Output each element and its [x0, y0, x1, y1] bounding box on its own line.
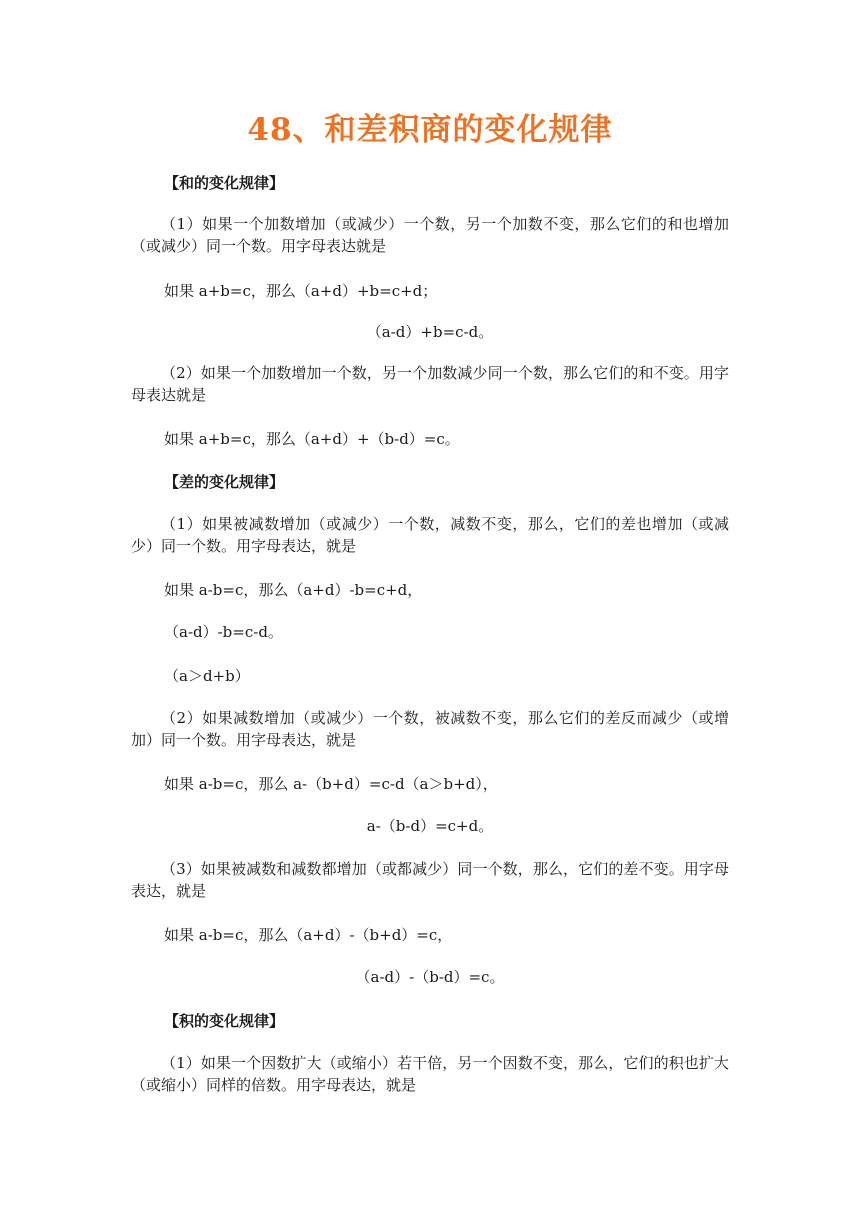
formula-line: 如果 a+b=c，那么（a+d）+b=c+d； — [164, 282, 438, 300]
page-title: 48、和差积商的变化规律 — [247, 112, 613, 148]
formula-line: 如果 a-b=c，那么 a-（b+d）=c-d（a＞b+d）， — [164, 775, 498, 793]
section-heading-product: 【积的变化规律】 — [164, 1012, 285, 1030]
paragraph: （1）如果被减数增加（或减少）一个数，减数不变，那么，它们的差也增加（或减少）同一个数。用字母表达，就是 — [131, 515, 729, 555]
paragraph: （2）如果一个加数增加一个数，另一个加数减少同一个数，那么它们的和不变。用字母表达就是 — [131, 364, 729, 404]
paragraph: （1）如果一个加数增加（或减少）一个数，另一个加数不变，那么它们的和也增加（或减少）同一个数。用字母表达就是 — [131, 215, 729, 255]
section-heading-difference: 【差的变化规律】 — [164, 473, 285, 491]
formula-line-centered: （a-d）+b=c-d。 — [366, 323, 494, 341]
formula-line: 如果 a-b=c，那么（a+d）-（b+d）=c， — [164, 926, 453, 944]
formula-line-centered: （a-d）-（b-d）=c。 — [355, 968, 505, 986]
formula-line: （a-d）-b=c-d。 — [164, 623, 283, 641]
formula-line-centered: a-（b-d）=c+d。 — [366, 817, 494, 835]
paragraph: （2）如果减数增加（或减少）一个数，被减数不变，那么它们的差反而减少（或增加）同一个数。用字母表达，就是 — [131, 709, 729, 749]
formula-line: 如果 a+b=c，那么（a+d）+（b-d）=c。 — [164, 430, 460, 448]
paragraph: （1）如果一个因数扩大（或缩小）若干倍，另一个因数不变，那么，它们的积也扩大（或缩小）同样的倍数。用字母表达，就是 — [131, 1054, 729, 1094]
formula-condition: （a＞d+b） — [164, 667, 250, 685]
paragraph: （3）如果被减数和减数都增加（或都减少）同一个数，那么，它们的差不变。用字母表达，就是 — [131, 860, 729, 900]
formula-line: 如果 a-b=c，那么（a+d）-b=c+d， — [164, 581, 423, 599]
section-heading-sum: 【和的变化规律】 — [164, 174, 285, 192]
